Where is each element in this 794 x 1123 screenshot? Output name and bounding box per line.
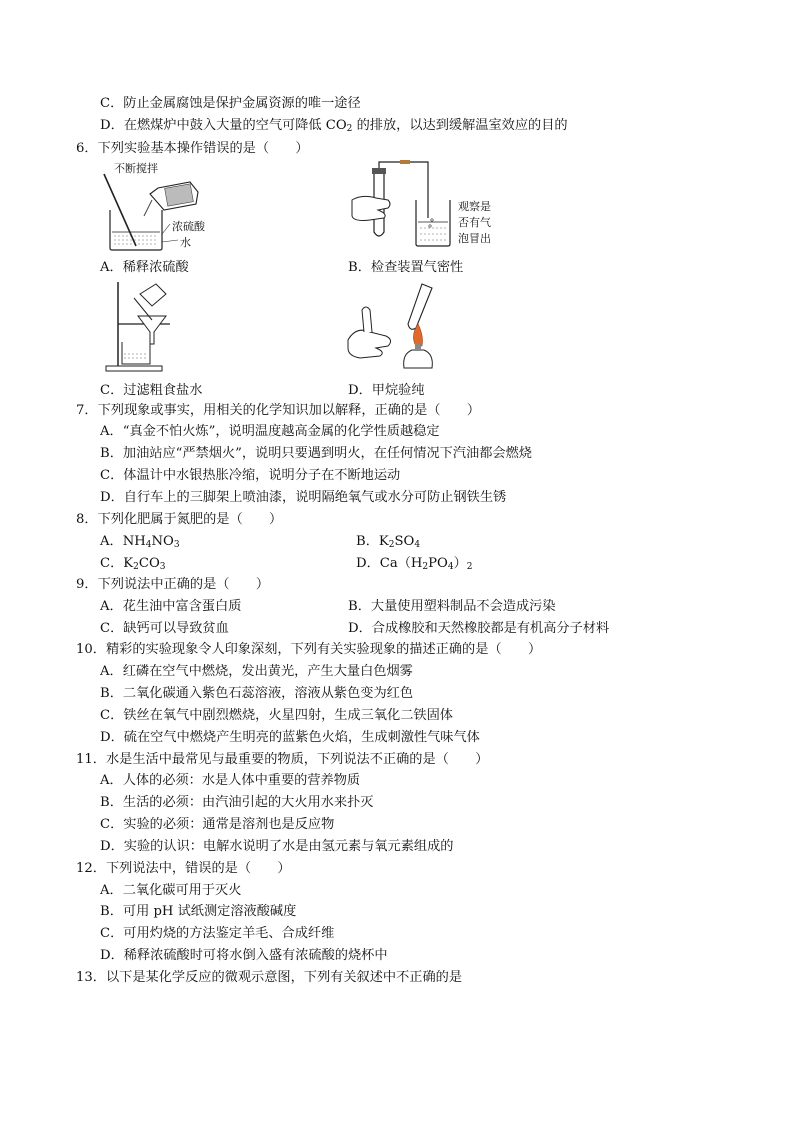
q12-option-a: A．二氧化碳可用于灭火 (100, 883, 242, 898)
q7-stem: 7．下列现象或事实，用相关的化学知识加以解释，正确的是（ ） (76, 403, 481, 418)
q13-stem: 13．以下是某化学反应的微观示意图，下列有关叙述中不正确的是 (76, 970, 463, 985)
fig-d-caption: D．甲烷验纯 (348, 383, 425, 398)
filtration-drawing (100, 280, 200, 374)
q12-option-d: D．稀释浓硫酸时可将水倒入盛有浓硫酸的烧杯中 (100, 948, 388, 963)
fig-a-caption: A．稀释浓硫酸 (100, 260, 189, 275)
q7-option-c: C．体温计中水银热胀冷缩，说明分子在不断地运动 (100, 468, 401, 483)
q7-option-b: B．加油站应“严禁烟火”，说明只要遇到明火，在任何情况下汽油都会燃烧 (100, 446, 532, 461)
q8-option-c: C．$K_2CO_3$ (100, 556, 166, 572)
q6-stem: 6．下列实验基本操作错误的是（ ） (76, 141, 309, 156)
fig-c-caption: C．过滤粗食盐水 (100, 383, 203, 398)
stir-label: 不断搅拌 (114, 162, 158, 175)
q7-option-a: A．“真金不怕火炼”，说明温度越高金属的化学性质越稳定 (100, 424, 440, 439)
fig-b-caption: B．检查装置气密性 (348, 260, 464, 275)
q5-option-d: D．在燃煤炉中鼓入大量的空气可降低 $CO_2$ 的排放，以达到缓解温室效应的目的 (100, 118, 568, 134)
q9-option-a: A．花生油中富含蛋白质 (100, 599, 242, 614)
q9-option-b: B．大量使用塑料制品不会造成污染 (348, 599, 556, 614)
q11-stem: 11．水是生活中最常见与最重要的物质，下列说法不正确的是（ ） (76, 752, 489, 767)
observe-note-1: 观察是 (458, 200, 491, 213)
observe-note-2: 否有气 (458, 216, 491, 229)
q10-option-d: D．硫在空气中燃烧产生明亮的蓝紫色火焰，生成刺激性气味气体 (100, 730, 480, 745)
dilute-acid-drawing (100, 160, 240, 252)
figure-filtration (100, 280, 200, 374)
q11-option-d: D．实验的认识：电解水说明了水是由氢元素与氧元素组成的 (100, 839, 454, 854)
q11-option-a: A．人体的必须：水是人体中重要的营养物质 (100, 773, 361, 788)
q11-option-c: C．实验的必须：通常是溶剂也是反应物 (100, 817, 335, 832)
figure-gas-tightness (348, 160, 508, 252)
q10-option-c: C．铁丝在氧气中剧烈燃烧，火星四射，生成三氧化二铁固体 (100, 708, 453, 723)
q8-stem: 8．下列化肥属于氮肥的是（ ） (76, 512, 283, 527)
q9-stem: 9．下列说法中正确的是（ ） (76, 577, 270, 592)
methane-test-drawing (346, 280, 456, 374)
q10-option-a: A．红磷在空气中燃烧，发出黄光，产生大量白色烟雾 (100, 664, 413, 679)
q12-stem: 12．下列说法中，错误的是（ ） (76, 861, 291, 876)
q10-option-b: B．二氧化碳通入紫色石蕊溶液，溶液从紫色变为红色 (100, 686, 414, 701)
q7-option-d: D．自行车上的三脚架上喷油漆，说明隔绝氧气或水分可防止钢铁生锈 (100, 490, 507, 505)
observe-note-3: 泡冒出 (458, 232, 491, 245)
q11-option-b: B．生活的必须：由汽油引起的大火用水来扑灭 (100, 795, 374, 810)
figure-methane-test (346, 280, 456, 374)
q9-option-d: D．合成橡胶和天然橡胶都是有机高分子材料 (348, 621, 610, 636)
q8-option-a: A．$NH_4NO_3$ (100, 534, 180, 550)
q10-stem: 10．精彩的实验现象令人印象深刻，下列有关实验现象的描述正确的是（ ） (76, 642, 542, 657)
acid-label: 浓硫酸 (172, 220, 205, 233)
figure-dilute-acid (100, 160, 240, 252)
q9-option-c: C．缺钙可以导致贫血 (100, 621, 229, 636)
water-label: 水 (180, 236, 191, 249)
q12-option-b: B．可用 pH 试纸测定溶液酸碱度 (100, 904, 297, 919)
q8-option-d: D．$Ca(H_2PO_4)_2$ (356, 556, 473, 572)
q5-option-c: C．防止金属腐蚀是保护金属资源的唯一途径 (100, 96, 361, 111)
q12-option-c: C．可用灼烧的方法鉴定羊毛、合成纤维 (100, 926, 335, 941)
q8-option-b: B．$K_2SO_4$ (356, 534, 421, 550)
